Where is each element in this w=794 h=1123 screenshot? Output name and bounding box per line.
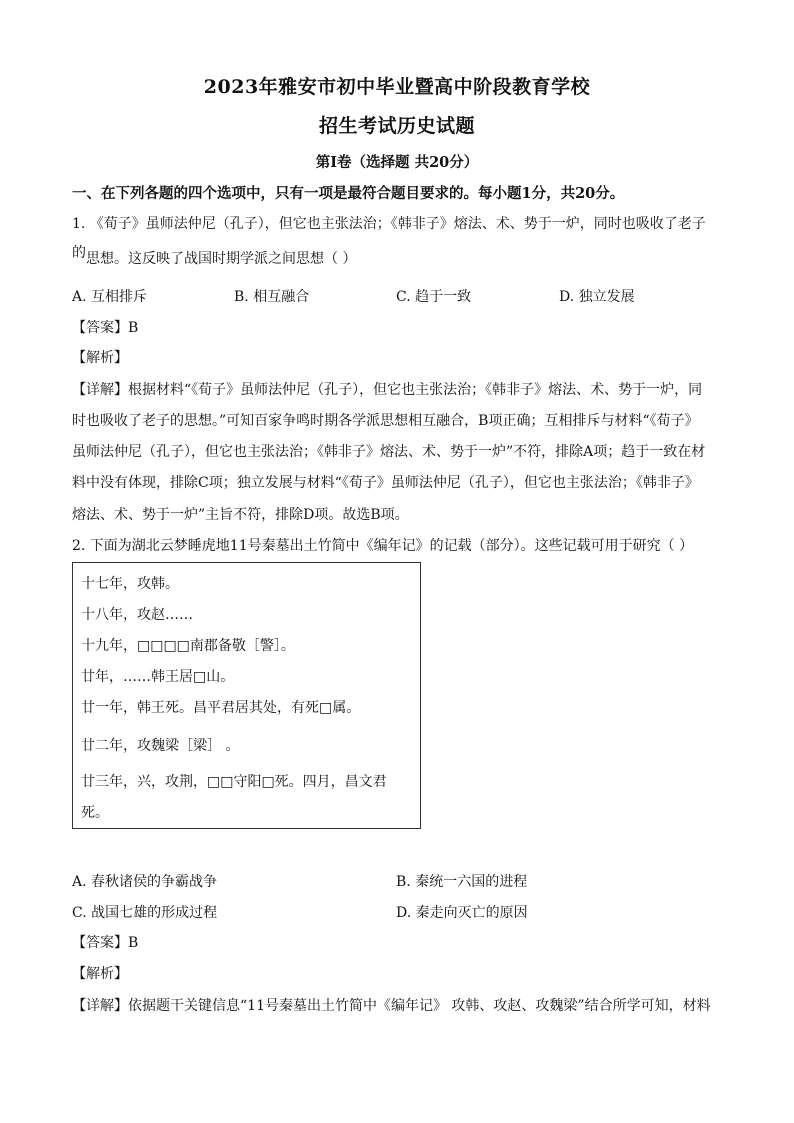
q2-record-line: 廿二年，攻魏梁［梁］ 。 (81, 738, 240, 754)
q2-stem: 2. 下面为湖北云梦睡虎地11号秦墓出土竹简中《编年记》的记载（部分）。这些记载可用于研究（ ） (72, 538, 694, 554)
q1-detail-line: 时也吸收了老子的思想。”可知百家争鸣时期各学派思想相互融合，B项正确；互相排斥与材料“《荀子》 (72, 413, 699, 429)
q2-record-line: 廿三年，兴，攻荆，□□守阳□死。四月，昌文君 (81, 774, 387, 790)
q1-option-c: C. 趋于一致 (396, 289, 472, 305)
q1-stem-line1: 1. 《荀子》虽师法仲尼（孔子），但它也主张法治；《韩非子》熔法、术、势于一炉，同时也吸收了老子 (72, 216, 706, 232)
q1-option-a: A. 互相排斥 (72, 289, 148, 305)
part-instruction: 一、在下列各题的四个选项中，只有一项是最符合题目要求的。每小题1分，共20分。 (72, 185, 625, 202)
q1-detail-line: 【详解】根据材料“《荀子》虽师法仲尼（孔子），但它也主张法治；《韩非子》熔法、术、势于一炉，同 (72, 382, 703, 398)
q2-record-line: 十九年，□□□□南郡备敬［警］。 (81, 638, 295, 654)
q1-analysis-label: 【解析】 (72, 350, 128, 366)
exam-title-line1: 2023年雅安市初中毕业暨高中阶段教育学校 (203, 76, 591, 98)
q1-option-b: B. 相互融合 (234, 289, 310, 305)
q2-record-box (72, 562, 421, 829)
q2-option-b: B. 秦统一六国的进程 (396, 874, 528, 890)
q2-option-d: D. 秦走向灭亡的原因 (396, 905, 528, 921)
q1-option-d: D. 独立发展 (559, 289, 635, 305)
q2-record-line: 廿年，……韩王居□山。 (81, 669, 235, 685)
q1-answer: 【答案】B (72, 320, 139, 336)
q2-option-a: A. 春秋诸侯的争霸战争 (72, 874, 218, 890)
q2-analysis-label: 【解析】 (72, 966, 128, 982)
q2-option-c: C. 战国七雄的形成过程 (72, 905, 218, 921)
q2-record-line: 十七年，攻韩。 (81, 576, 179, 592)
q2-record-line: 死。 (81, 805, 109, 821)
q1-detail-line: 熔法、术、势于一炉”主旨不符，排除D项。故选B项。 (72, 507, 409, 523)
q1-stem-text: 思想。这反映了战国时期学派之间思想（ ） (86, 251, 357, 267)
exam-title-line2: 招生考试历史试题 (318, 115, 475, 137)
q1-detail-line: 虽师法仲尼（孔子），但它也主张法治；《韩非子》熔法、术、势于一炉”不符，排除A项；趋于一致在材 (72, 444, 706, 460)
q1-stem-prefix: 的 (72, 245, 86, 261)
q1-stem-line2 (72, 245, 357, 268)
q2-record-line: 廿一年，韩王死。昌平君居其处，有死□属。 (81, 700, 361, 716)
q2-record-line: 十八年，攻赵…… (81, 607, 193, 623)
q2-answer: 【答案】B (72, 935, 139, 951)
section-heading: 第Ⅰ卷（选择题 共20分） (315, 154, 479, 171)
q2-detail-line: 【详解】依据题干关键信息“11号秦墓出土竹简中《编年记》 攻韩、攻赵、攻魏梁”结合所学可知，材料 (72, 998, 711, 1014)
q1-detail-line: 料中没有体现，排除C项；独立发展与材料“《荀子》虽师法仲尼（孔子），但它也主张法治；《韩非子》 (72, 475, 699, 491)
